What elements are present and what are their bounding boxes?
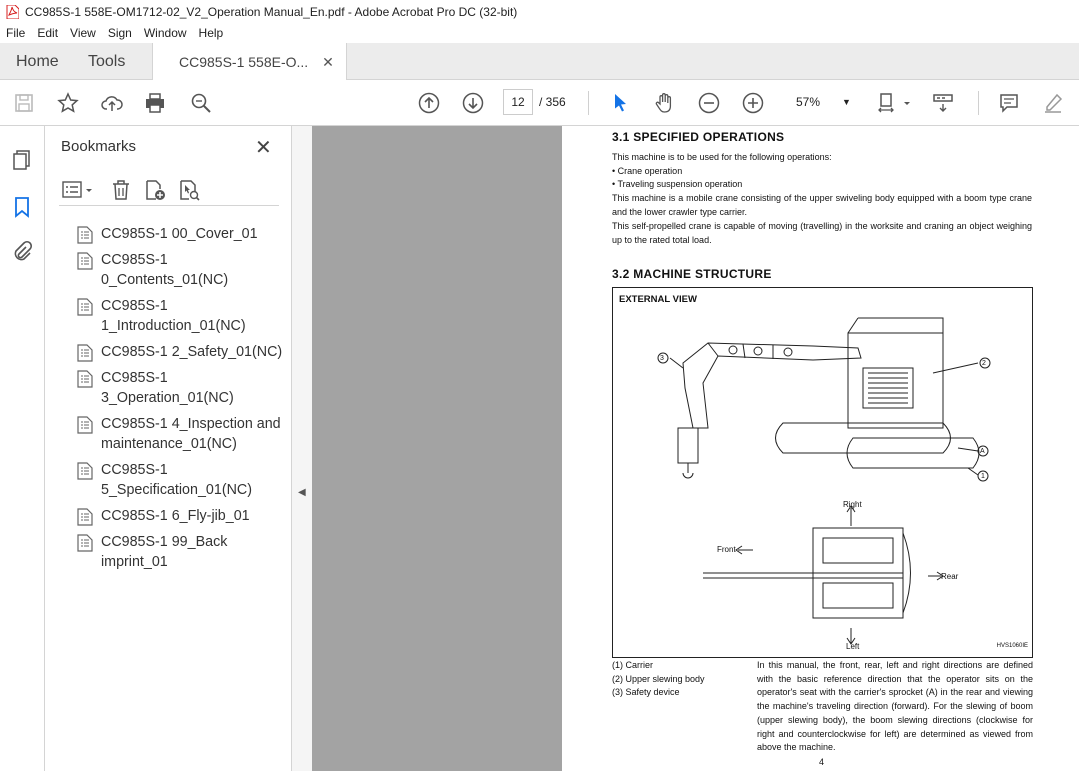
bookmark-icon[interactable] bbox=[10, 195, 34, 219]
bookmark-tools bbox=[59, 176, 279, 206]
label-front: Front bbox=[717, 545, 736, 554]
section-heading: 3.2 MACHINE STRUCTURE bbox=[612, 267, 772, 281]
zoom-select[interactable] bbox=[788, 89, 854, 115]
menu-file[interactable]: File bbox=[6, 26, 26, 40]
options-menu-icon[interactable] bbox=[61, 178, 95, 202]
menu-edit[interactable]: Edit bbox=[37, 26, 59, 40]
callout-a: A bbox=[980, 448, 985, 455]
bookmark-list bbox=[75, 224, 290, 578]
page-thumbnails-icon[interactable] bbox=[10, 148, 34, 172]
paragraph: This machine is to be used for the following operations: bbox=[612, 152, 832, 162]
paragraph: This machine is a mobile crane consisting of the upper swiveling body equipped with a boom type crane and the lower crawler type carrier. bbox=[612, 193, 1032, 217]
delete-icon[interactable] bbox=[109, 178, 133, 202]
zoom-in-icon[interactable] bbox=[741, 91, 765, 115]
hand-tool-icon[interactable] bbox=[653, 91, 677, 115]
select-pointer-icon[interactable] bbox=[608, 91, 632, 115]
comment-icon[interactable] bbox=[997, 91, 1021, 115]
bookmark-item[interactable]: CC985S-1 5_Specification_01(NC) bbox=[75, 460, 290, 500]
menu-help[interactable]: Help bbox=[198, 26, 224, 40]
bookmark-item[interactable]: CC985S-1 00_Cover_01 bbox=[75, 224, 290, 244]
callout-2: 2 bbox=[982, 360, 986, 367]
bookmark-item[interactable]: CC985S-1 3_Operation_01(NC) bbox=[75, 368, 290, 408]
left-rail bbox=[0, 126, 45, 771]
print-icon[interactable] bbox=[143, 91, 167, 115]
legend-item: (3) Safety device bbox=[612, 687, 680, 698]
bookmark-page-icon bbox=[77, 370, 93, 388]
collapse-panel-icon[interactable]: ◀ bbox=[298, 487, 306, 498]
close-tab-icon[interactable]: ✕ bbox=[322, 53, 334, 70]
label-left: Left bbox=[846, 642, 860, 651]
save-icon[interactable] bbox=[12, 91, 36, 115]
acrobat-pdf-icon bbox=[6, 5, 19, 19]
page-total: / 356 bbox=[539, 95, 566, 109]
external-view-figure bbox=[612, 287, 1033, 658]
menu-view[interactable]: View bbox=[70, 26, 96, 40]
document-background bbox=[312, 126, 562, 771]
bookmark-page-icon bbox=[77, 298, 93, 316]
bookmarks-panel bbox=[45, 126, 292, 771]
document-page bbox=[562, 126, 1079, 771]
close-icon[interactable]: ✕ bbox=[255, 137, 272, 159]
tab-document[interactable] bbox=[152, 43, 347, 81]
find-bookmark-icon[interactable] bbox=[177, 178, 201, 202]
bullet-item: • Crane operation bbox=[612, 166, 683, 176]
bookmark-page-icon bbox=[77, 226, 93, 244]
bullet-item: • Traveling suspension operation bbox=[612, 179, 743, 189]
zoom-search-icon[interactable] bbox=[189, 91, 213, 115]
legend-item: (1) Carrier bbox=[612, 660, 654, 670]
title-bar bbox=[0, 0, 1079, 23]
bookmark-page-icon bbox=[77, 462, 93, 480]
legend-item: (2) Upper slewing body bbox=[612, 673, 705, 684]
cloud-upload-icon[interactable] bbox=[100, 91, 124, 115]
panel-collapse-strip[interactable] bbox=[292, 126, 312, 771]
figure-code: HVS1060IE bbox=[996, 643, 1028, 650]
page-number-input[interactable]: 12 bbox=[503, 89, 533, 115]
tab-bar bbox=[0, 43, 1079, 80]
bookmark-item[interactable]: CC985S-1 4_Inspection and maintenance_01(NC) bbox=[75, 414, 290, 454]
toolbar-divider bbox=[978, 91, 979, 115]
highlight-pen-icon[interactable] bbox=[1041, 91, 1065, 115]
toolbar-divider bbox=[588, 91, 589, 115]
next-page-icon[interactable] bbox=[461, 91, 485, 115]
menu-sign[interactable]: Sign bbox=[107, 26, 132, 40]
bookmark-page-icon bbox=[77, 416, 93, 434]
figure-title: EXTERNAL VIEW bbox=[619, 294, 697, 305]
crane-illustration bbox=[613, 288, 1032, 657]
tab-home[interactable]: Home bbox=[16, 52, 59, 70]
page-number: 4 bbox=[819, 757, 825, 767]
section-heading: 3.1 SPECIFIED OPERATIONS bbox=[612, 130, 785, 144]
bookmark-page-icon bbox=[77, 344, 93, 362]
star-icon[interactable] bbox=[56, 91, 80, 115]
bookmark-page-icon bbox=[77, 534, 93, 552]
previous-page-icon[interactable] bbox=[417, 91, 441, 115]
paragraph: This self-propelled crane is capable of moving (travelling) in the worksite and craning an object weighing up to the rated total load. bbox=[612, 221, 1032, 245]
new-bookmark-icon[interactable] bbox=[143, 178, 167, 202]
scroll-mode-icon[interactable] bbox=[931, 91, 955, 115]
figure-legend bbox=[612, 659, 752, 700]
tab-document-label: CC985S-1 558E-O... bbox=[179, 54, 309, 70]
bookmark-page-icon bbox=[77, 508, 93, 526]
page-fit-icon[interactable] bbox=[876, 91, 900, 115]
bookmark-item[interactable]: CC985S-1 1_Introduction_01(NC) bbox=[75, 296, 290, 336]
menu-window[interactable]: Window bbox=[143, 26, 187, 40]
chevron-down-icon: ▼ bbox=[842, 97, 851, 107]
attachment-icon[interactable] bbox=[10, 240, 34, 264]
bookmark-item[interactable]: CC985S-1 2_Safety_01(NC) bbox=[75, 342, 290, 362]
direction-description: In this manual, the front, rear, left and right directions are defined with the basic reference direction that the operator sits on the operator's seat with the carrier's sprocket (A) in the rear and viewing the machine's traveling direction (forward). For the slewing of boom (upper slewing body), the boom slewing directions (clockwise for right and counterclockwise for left) are determined as viewed from above the machine. bbox=[757, 660, 1033, 753]
bookmark-item[interactable]: CC985S-1 0_Contents_01(NC) bbox=[75, 250, 290, 290]
panel-title: Bookmarks bbox=[61, 138, 137, 155]
callout-1: 1 bbox=[981, 473, 985, 480]
label-right: Right bbox=[843, 500, 862, 509]
window-title: CC985S-1 558E-OM1712-02_V2_Operation Manual_En.pdf - Adobe Acrobat Pro DC (32-bit) bbox=[25, 4, 518, 19]
menu-bar bbox=[0, 23, 1079, 43]
label-rear: Rear bbox=[941, 572, 959, 581]
tab-tools[interactable]: Tools bbox=[88, 52, 126, 70]
bookmark-item[interactable]: CC985S-1 6_Fly-jib_01 bbox=[75, 506, 290, 526]
page-fit-dropdown-icon[interactable] bbox=[902, 91, 912, 115]
bookmark-item[interactable]: CC985S-1 99_Back imprint_01 bbox=[75, 532, 290, 572]
bookmark-page-icon bbox=[77, 252, 93, 270]
zoom-value: 57% bbox=[796, 95, 821, 109]
callout-3: 3 bbox=[660, 355, 664, 362]
zoom-out-icon[interactable] bbox=[697, 91, 721, 115]
